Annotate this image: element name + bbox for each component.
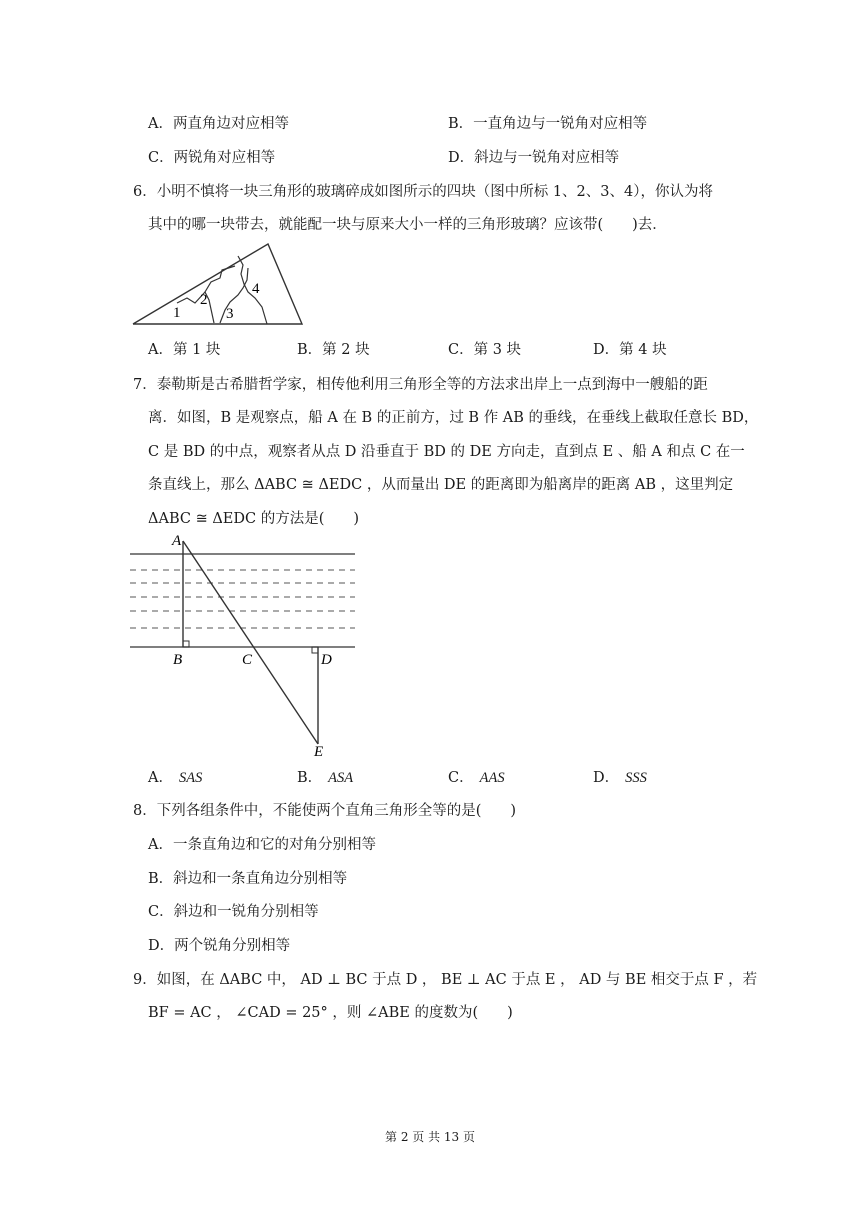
q6-option-a: A．第 1 块 bbox=[148, 342, 221, 358]
q8-option-d: D．两个锐角分别相等 bbox=[148, 938, 291, 954]
page-footer: 第 2 页 共 13 页 bbox=[385, 1130, 475, 1144]
q6-broken-glass-figure bbox=[125, 240, 310, 330]
q5-option-a: A．两直角边对应相等 bbox=[148, 116, 289, 132]
q6-option-d: D．第 4 块 bbox=[593, 342, 667, 358]
point-label-a: A bbox=[172, 533, 182, 549]
piece-label-2: 2 bbox=[200, 292, 208, 308]
q6-option-b: B．第 2 块 bbox=[297, 342, 370, 358]
q7-stem-line1: 7．泰勒斯是古希腊哲学家，相传他利用三角形全等的方法求出岸上一点到海中一艘船的距 bbox=[133, 377, 708, 393]
piece-label-3: 3 bbox=[226, 306, 234, 322]
q7-stem-line4: 条直线上，那么 ΔABC ≅ ΔEDC ，从而量出 DE 的距离即为船离岸的距离 AB ，这里判定 bbox=[148, 477, 734, 493]
q8-option-a: A．一条直角边和它的对角分别相等 bbox=[148, 837, 376, 853]
q5-option-b: B．一直角边与一锐角对应相等 bbox=[448, 116, 648, 132]
q6-stem-line1: 6．小明不慎将一块三角形的玻璃碎成如图所示的四块（图中所标 1、2、3、4），你认为将 bbox=[133, 184, 713, 200]
point-label-c: C bbox=[242, 652, 253, 668]
q5-option-c: C．两锐角对应相等 bbox=[148, 150, 276, 166]
q8-option-c: C．斜边和一锐角分别相等 bbox=[148, 904, 319, 920]
q7-option-c: C． AAS bbox=[448, 770, 505, 786]
q7-option-d: D． SSS bbox=[593, 770, 647, 786]
q7-option-b: B． ASA bbox=[297, 770, 354, 786]
q8-option-b: B．斜边和一条直角边分别相等 bbox=[148, 871, 348, 887]
piece-label-4: 4 bbox=[252, 281, 260, 297]
q7-stem-line2: 离．如图，B 是观察点，船 A 在 B 的正前方，过 B 作 AB 的垂线，在垂线上截取任意长 BD， bbox=[148, 410, 759, 426]
q8-stem: 8．下列各组条件中，不能使两个直角三角形全等的是( ) bbox=[133, 803, 517, 819]
q7-river-figure bbox=[125, 530, 360, 758]
point-label-d: D bbox=[321, 652, 332, 668]
point-label-e: E bbox=[314, 744, 324, 758]
q6-stem-line2: 其中的哪一块带去，就能配一块与原来大小一样的三角形玻璃？应该带( )去． bbox=[148, 217, 667, 233]
q5-option-d: D．斜边与一锐角对应相等 bbox=[448, 150, 620, 166]
q7-stem-line3: C 是 BD 的中点，观察者从点 D 沿垂直于 BD 的 DE 方向走，直到点 E 、船 A 和点 C 在一 bbox=[148, 444, 745, 460]
piece-label-1: 1 bbox=[173, 305, 181, 321]
q7-stem-line5: ΔABC ≅ ΔEDC 的方法是( ) bbox=[148, 511, 360, 527]
q9-stem-line1: 9．如图，在 ΔABC 中， AD ⊥ BC 于点 D ， BE ⊥ AC 于点 E ， AD 与 BE 相交于点 F ，若 bbox=[133, 972, 758, 988]
point-label-b: B bbox=[173, 652, 183, 668]
q6-option-c: C．第 3 块 bbox=[448, 342, 522, 358]
q7-option-a: A． SAS bbox=[148, 770, 203, 786]
q9-stem-line2: BF = AC ， ∠CAD = 25° ，则 ∠ABE 的度数为( ) bbox=[148, 1005, 513, 1021]
